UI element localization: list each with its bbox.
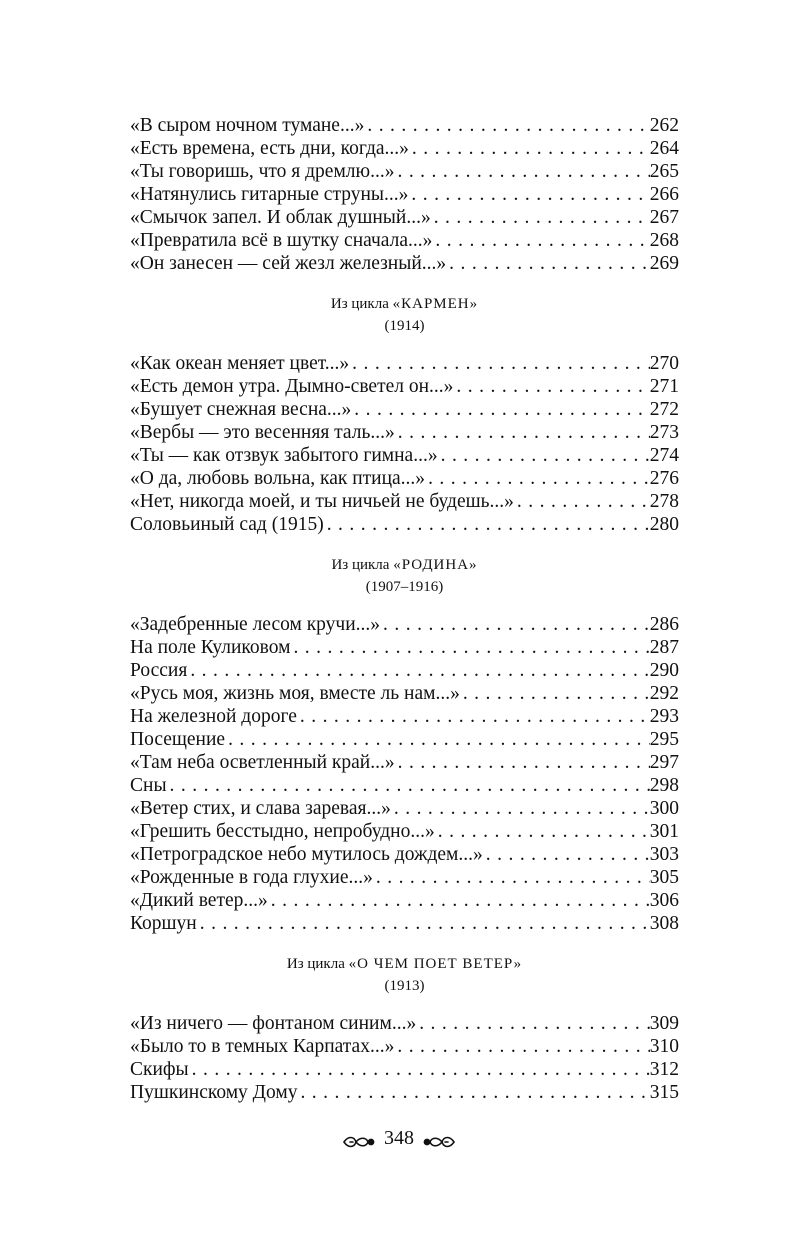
toc-entry-title: «Ветер стих, и слава заревая...» [130, 798, 391, 819]
dot-leader [190, 659, 649, 682]
section-year: (1913) [384, 978, 425, 994]
dot-leader [398, 751, 650, 774]
toc-entry-page: 295 [649, 729, 679, 750]
page-footer [0, 1124, 798, 1152]
toc-entry-page: 315 [649, 1082, 679, 1103]
toc-entry-title: «О да, любовь вольна, как птица...» [130, 468, 426, 489]
toc-entry-page: 301 [649, 821, 679, 842]
toc-entry[interactable] [130, 513, 679, 536]
dot-leader [397, 160, 649, 183]
toc-group-continued [130, 114, 679, 275]
dot-leader [428, 467, 650, 490]
section-heading [130, 293, 679, 315]
toc-entry[interactable] [130, 206, 679, 229]
toc-entry-title: На поле Куликовом [130, 637, 291, 658]
toc-entry-page: 268 [649, 230, 679, 251]
toc-entry[interactable] [130, 912, 679, 935]
dot-leader [300, 1081, 649, 1104]
toc-entry[interactable] [130, 183, 679, 206]
toc-entry-title: «Нет, никогда моей, и ты ничьей не будешь...» [130, 491, 514, 512]
toc-entry-title: «Натянулись гитарные струны...» [130, 184, 409, 205]
toc-entry-page: 271 [649, 376, 679, 397]
toc-entry-page: 286 [649, 614, 679, 635]
toc-entry-title: «Там неба осветленный край...» [130, 752, 395, 773]
toc-entry[interactable] [130, 444, 679, 467]
toc-entry-page: 293 [649, 706, 679, 727]
toc-entry-page: 308 [649, 913, 679, 934]
section-year: (1914) [384, 318, 425, 334]
toc-entry-page: 274 [649, 445, 679, 466]
toc-entry[interactable] [130, 375, 679, 398]
toc-entry-page: 303 [649, 844, 679, 865]
dot-leader [354, 398, 649, 421]
section-prefix: Из цикла [286, 956, 349, 972]
toc-entry[interactable] [130, 889, 679, 912]
dot-leader [300, 705, 650, 728]
section-cycle-name: «РОДИНА» [393, 557, 478, 573]
section-cycle-name: «КАРМЕН» [392, 296, 479, 312]
toc-entry[interactable] [130, 843, 679, 866]
dot-leader [398, 421, 650, 444]
toc-entry-title: «Бушует снежная весна...» [130, 399, 352, 420]
dot-leader [435, 229, 649, 252]
toc-entry[interactable] [130, 705, 679, 728]
toc-group-o-chem-poet-veter [130, 1012, 679, 1104]
toc-entry-page: 306 [649, 890, 679, 911]
section-prefix: Из цикла [330, 296, 393, 312]
toc-entry[interactable] [130, 114, 679, 137]
toc-entry-page: 269 [649, 253, 679, 274]
toc-entry[interactable] [130, 820, 679, 843]
dot-leader [352, 352, 650, 375]
toc-entry-page: 290 [649, 660, 679, 681]
toc-entry[interactable] [130, 229, 679, 252]
toc-entry[interactable] [130, 682, 679, 705]
toc-entry-title: «Было то в темных Карпатах...» [130, 1036, 395, 1057]
toc-entry-page: 265 [649, 161, 679, 182]
toc-entry-page: 270 [649, 353, 679, 374]
toc-entry-page: 278 [649, 491, 679, 512]
toc-entry-page: 272 [649, 399, 679, 420]
toc-entry-title: «Смычок запел. И облак душный...» [130, 207, 431, 228]
fleuron-ornament-icon [342, 1130, 376, 1146]
toc-entry-title: Соловьиный сад (1915) [130, 514, 324, 535]
toc-entry-title: «Есть времена, есть дни, когда...» [130, 138, 409, 159]
toc-entry-page: 297 [649, 752, 679, 773]
toc-entry-page: 262 [649, 115, 679, 136]
dot-leader [293, 636, 649, 659]
dot-leader [394, 797, 650, 820]
toc-group-rodina [130, 613, 679, 935]
toc-entry[interactable] [130, 137, 679, 160]
toc-entry-title: «Ты говоришь, что я дремлю...» [130, 161, 395, 182]
dot-leader [228, 728, 650, 751]
dot-leader [456, 375, 649, 398]
toc-entry[interactable] [130, 613, 679, 636]
toc-entry[interactable] [130, 490, 679, 513]
dot-leader [376, 866, 650, 889]
toc-entry[interactable] [130, 1058, 679, 1081]
dot-leader [397, 1035, 649, 1058]
dot-leader [434, 206, 650, 229]
dot-leader [271, 889, 650, 912]
dot-leader [200, 912, 650, 935]
dot-leader [383, 613, 650, 636]
toc-entry-page: 300 [649, 798, 679, 819]
table-of-contents [130, 114, 679, 1104]
toc-entry[interactable] [130, 352, 679, 375]
toc-entry[interactable] [130, 421, 679, 444]
toc-entry-title: «Как океан меняет цвет...» [130, 353, 350, 374]
dot-leader [367, 114, 649, 137]
toc-entry[interactable] [130, 728, 679, 751]
dot-leader [192, 1058, 650, 1081]
toc-entry-title: «Дикий ветер...» [130, 890, 268, 911]
toc-entry[interactable] [130, 252, 679, 275]
toc-entry-title: «Из ничего — фонтаном синим...» [130, 1013, 417, 1034]
toc-entry-title: Коршун [130, 913, 197, 934]
toc-entry-title: «Петроградское небо мутилось дождем...» [130, 844, 483, 865]
toc-entry-page: 266 [649, 184, 679, 205]
toc-entry-page: 310 [649, 1036, 679, 1057]
dot-leader [438, 820, 650, 843]
toc-entry-title: Скифы [130, 1059, 189, 1080]
toc-entry-page: 276 [649, 468, 679, 489]
toc-entry-title: «Грешить бесстыдно, непробудно...» [130, 821, 435, 842]
toc-entry[interactable] [130, 1081, 679, 1104]
toc-entry-title: Сны [130, 775, 167, 796]
toc-entry[interactable] [130, 160, 679, 183]
section-cycle-name: «О ЧЕМ ПОЕТ ВЕТЕР» [348, 956, 523, 972]
dot-leader [327, 513, 650, 536]
toc-entry-title: «Русь моя, жизнь моя, вместе ль нам...» [130, 683, 460, 704]
toc-entry-page: 267 [649, 207, 679, 228]
dot-leader [486, 843, 650, 866]
toc-entry-page: 273 [649, 422, 679, 443]
toc-entry[interactable] [130, 659, 679, 682]
dot-leader [517, 490, 650, 513]
toc-entry-title: «Задебренные лесом кручи...» [130, 614, 381, 635]
toc-entry-title: Посещение [130, 729, 226, 750]
dot-leader [412, 137, 650, 160]
toc-entry-page: 292 [649, 683, 679, 704]
toc-entry[interactable] [130, 866, 679, 889]
dot-leader [411, 183, 649, 206]
toc-entry[interactable] [130, 774, 679, 797]
toc-entry[interactable] [130, 398, 679, 421]
toc-entry-title: «Ты — как отзвук забытого гимна...» [130, 445, 438, 466]
toc-entry-page: 312 [649, 1059, 679, 1080]
section-prefix: Из цикла [331, 557, 394, 573]
toc-entry-title: «В сыром ночном тумане...» [130, 115, 365, 136]
fleuron-ornament-icon [422, 1130, 456, 1146]
page-number: 348 [384, 1127, 414, 1149]
toc-entry[interactable] [130, 467, 679, 490]
toc-entry-title: «Вербы — это весенняя таль...» [130, 422, 395, 443]
toc-entry-title: «Он занесен — сей жезл железный...» [130, 253, 447, 274]
toc-entry-page: 298 [649, 775, 679, 796]
dot-leader [463, 682, 650, 705]
toc-entry-page: 309 [649, 1013, 679, 1034]
toc-entry-page: 287 [649, 637, 679, 658]
toc-entry-title: Россия [130, 660, 188, 681]
toc-entry-page: 264 [649, 138, 679, 159]
toc-entry-title: «Есть демон утра. Дымно-светел он...» [130, 376, 454, 397]
toc-entry-title: Пушкинскому Дому [130, 1082, 298, 1103]
dot-leader [170, 774, 650, 797]
toc-entry-title: «Рожденные в года глухие...» [130, 867, 373, 888]
section-heading [130, 953, 679, 975]
toc-entry-page: 280 [649, 514, 679, 535]
toc-entry-title: «Превратила всё в шутку сначала...» [130, 230, 433, 251]
dot-leader [441, 444, 650, 467]
toc-entry-title: На железной дороге [130, 706, 297, 727]
dot-leader [449, 252, 650, 275]
toc-entry-page: 305 [649, 867, 679, 888]
toc-entry[interactable] [130, 797, 679, 820]
toc-entry[interactable] [130, 636, 679, 659]
toc-entry[interactable] [130, 751, 679, 774]
toc-group-karmen [130, 352, 679, 536]
section-heading [130, 554, 679, 576]
dot-leader [419, 1012, 650, 1035]
toc-entry[interactable] [130, 1012, 679, 1035]
toc-entry[interactable] [130, 1035, 679, 1058]
section-year: (1907–1916) [365, 579, 444, 595]
